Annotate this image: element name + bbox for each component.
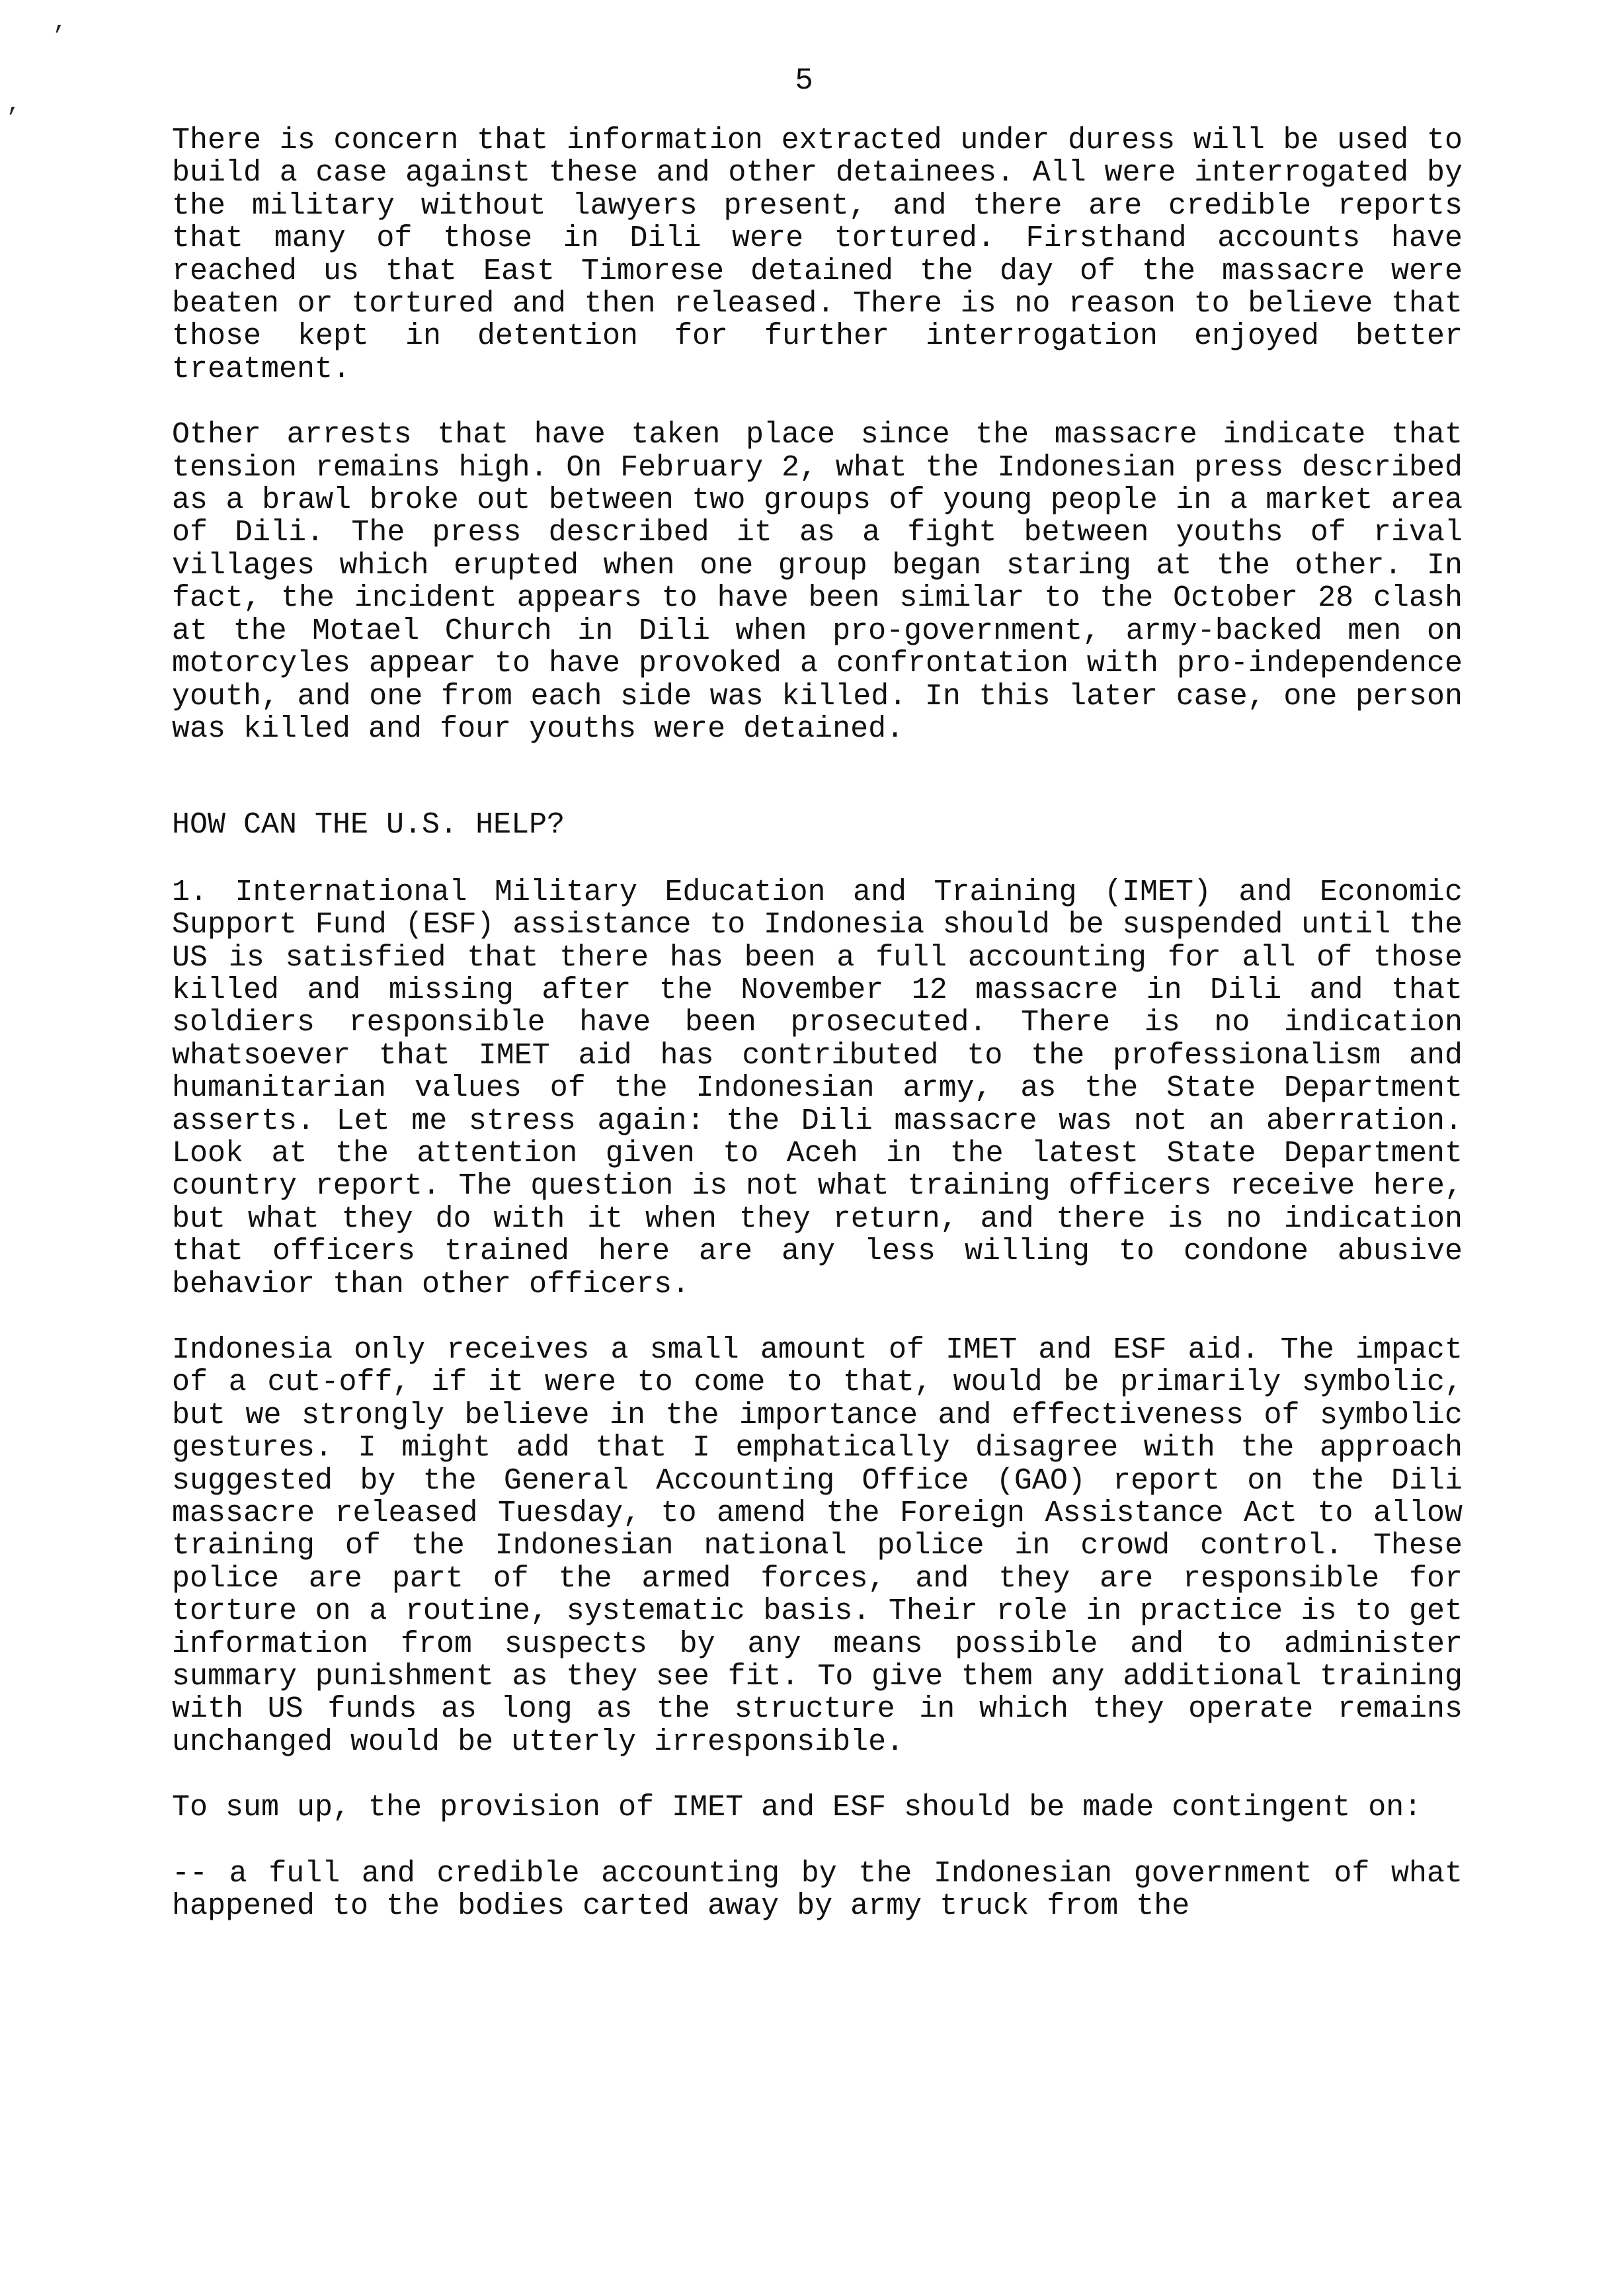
paragraph-sum-up: To sum up, the provision of IMET and ESF should be made contingent on: bbox=[172, 1791, 1422, 1825]
paragraph-accounting-condition: -- a full and credible accounting by the Indonesian government of what happened to the bodies carted away by army truck from the bbox=[172, 1856, 1463, 1924]
scan-speck: , bbox=[53, 9, 67, 36]
paragraph-imet-esf-recommendation: 1. International Military Education and Training (IMET) and Economic Support Fund (ESF) assistance to Indonesia should be suspended until the US is satisfied that there has been a full accounting for all of those killed and missing after the November 12 massacre in Dili and that soldiers responsible have been prosecuted. There is no indication whatsoever that IMET aid has contributed to the professionalism and humanitarian values of the Indonesian army, as the State Department asserts. Let me stress again: the Dili massacre was not an aberration. Look at the attention given to Aceh in the latest State Department country report. The question is not what training officers receive here, but what they do with it when they return, and there is no indication that officers trained here are any less willing to condone abusive behavior than other officers. bbox=[172, 875, 1463, 1301]
paragraph-symbolic-impact: Indonesia only receives a small amount of IMET and ESF aid. The impact of a cut-off, if it were to come to that, would be primarily symbolic, but we strongly believe in the importance and effectiveness of symbolic gestures. I might add that I emphatically disagree with the approach suggested by the General Accounting Office (GAO) report on the Dili massacre released Tuesday, to amend the Foreign Assistance Act to allow training of the Indonesian national police in crowd control. These police are part of the armed forces, and they are responsible for torture on a routine, systematic basis. Their role in practice is to get information from suspects by any means possible and to administer summary punishment as they see fit. To give them any additional training with US funds as long as the structure in which they operate remains unchanged would be utterly irresponsible. bbox=[172, 1333, 1463, 1759]
paragraph-other-arrests: Other arrests that have taken place since the massacre indicate that tension remains high. On February 2, what the Indonesian press described as a brawl broke out between two groups of young people in a market area of Dili. The press described it as a fight between youths of rival villages which erupted when one group began staring at the other. In fact, the incident appears to have been similar to the October 28 clash at the Motael Church in Dili when pro-government, army-backed men on motorcyles appear to have provoked a confrontation with pro-independence youth, and one from each side was killed. In this later case, one person was killed and four youths were detained. bbox=[172, 418, 1463, 746]
page-number: 5 bbox=[795, 63, 813, 98]
paragraph-detainees-concern: There is concern that information extracted under duress will be used to build a case against these and other detainees. All were interrogated by the military without lawyers present, and there are credible reports that many of those in Dili were tortured. Firsthand accounts have reached us that East Timorese detained the day of the massacre were beaten or tortured and then released. There is no reason to believe that those kept in detention for further interrogation enjoyed better treatment. bbox=[172, 124, 1463, 386]
scan-speck: , bbox=[7, 91, 21, 118]
section-heading: HOW CAN THE U.S. HELP? bbox=[172, 808, 565, 842]
document-body bbox=[172, 124, 1463, 1956]
